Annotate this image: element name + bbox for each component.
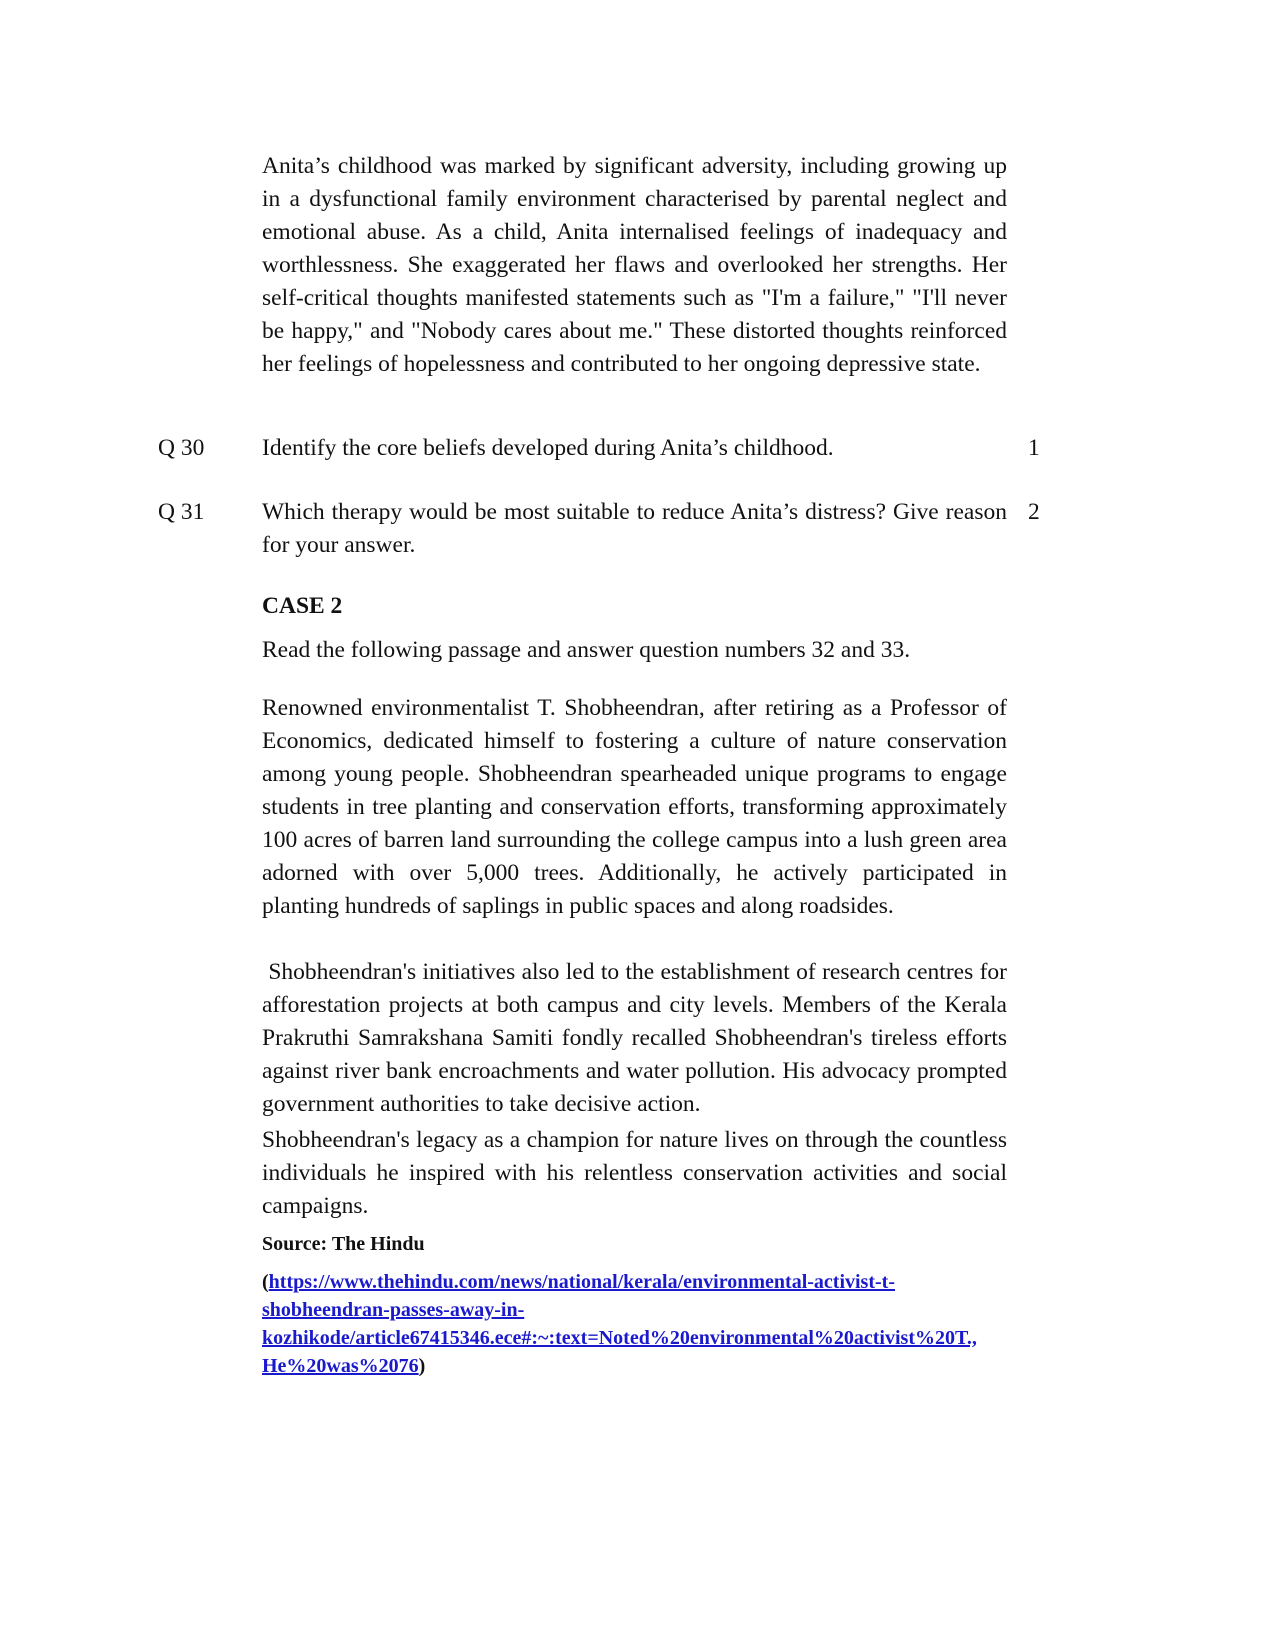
source-close-paren: ) [418,1355,426,1377]
case2-paragraph-3: Shobheendran's legacy as a champion for nature lives on through the countless individuals he inspired with his relentless conservation activities and social campaigns. [262,1127,1007,1219]
question-text-30: Identify the core beliefs developed during Anita’s childhood. [262,435,834,461]
question-marks-31: 2 [1028,499,1040,525]
question-marks-30: 1 [1028,435,1040,461]
source-url-part-1[interactable]: https://www.thehindu.com/news/national/kerala/environmental-activist-t- [268,1271,895,1293]
source-url-part-3[interactable]: kozhikode/article67415346.ece#:~:text=Noted%20environmental%20activist%20T., [262,1327,977,1349]
question-number-31: Q 31 [158,499,205,525]
source-open-paren: ( [262,1271,269,1293]
case2-instruction: Read the following passage and answer question numbers 32 and 33. [262,637,911,663]
case2-title: CASE 2 [262,593,343,619]
case2-paragraph-2: Shobheendran's initiatives also led to the establishment of research centres for afforestation projects at both campus and city levels. Members of the Kerala Prakruthi Samrakshana Samiti fondly recalled Shobheendran's tireless efforts against river bank encroachments and water pollution. His advocacy prompted government authorities to take decisive action. [262,959,1013,1117]
source-link-line-3 [262,1324,1022,1352]
source-url-part-4[interactable]: He%20was%2076 [262,1355,419,1377]
source-label: Source: The Hindu [262,1233,425,1255]
source-link-line-1 [262,1268,1022,1296]
question-number-30: Q 30 [158,435,205,461]
source-link-line-2 [262,1296,1022,1324]
question-text-31: Which therapy would be most suitable to reduce Anita’s distress? Give reason for your answer. [262,499,1007,558]
source-url-part-2[interactable]: shobheendran-passes-away-in- [262,1299,525,1321]
source-link-line-4 [262,1352,1022,1380]
case2-paragraph-1: Renowned environmentalist T. Shobheendran, after retiring as a Professor of Economics, dedicated himself to fostering a culture of nature conservation among young people. Shobheendran spearheaded unique programs to engage students in tree planting and conservation efforts, transforming approximately 100 acres of barren land surrounding the college campus into a lush green area adorned with over 5,000 trees. Additionally, he actively participated in planting hundreds of saplings in public spaces and along roadsides. [262,695,1007,919]
source-citation [262,1268,1022,1380]
case1-passage: Anita’s childhood was marked by significant adversity, including growing up in a dysfunctional family environment characterised by parental neglect and emotional abuse. As a child, Anita internalised feelings of inadequacy and worthlessness. She exaggerated her flaws and overlooked her strengths. Her self-critical thoughts manifested statements such as "I'm a failure," "I'll never be happy," and "Nobody cares about me." These distorted thoughts reinforced her feelings of hopelessness and contributed to her ongoing depressive state. [262,153,1007,377]
